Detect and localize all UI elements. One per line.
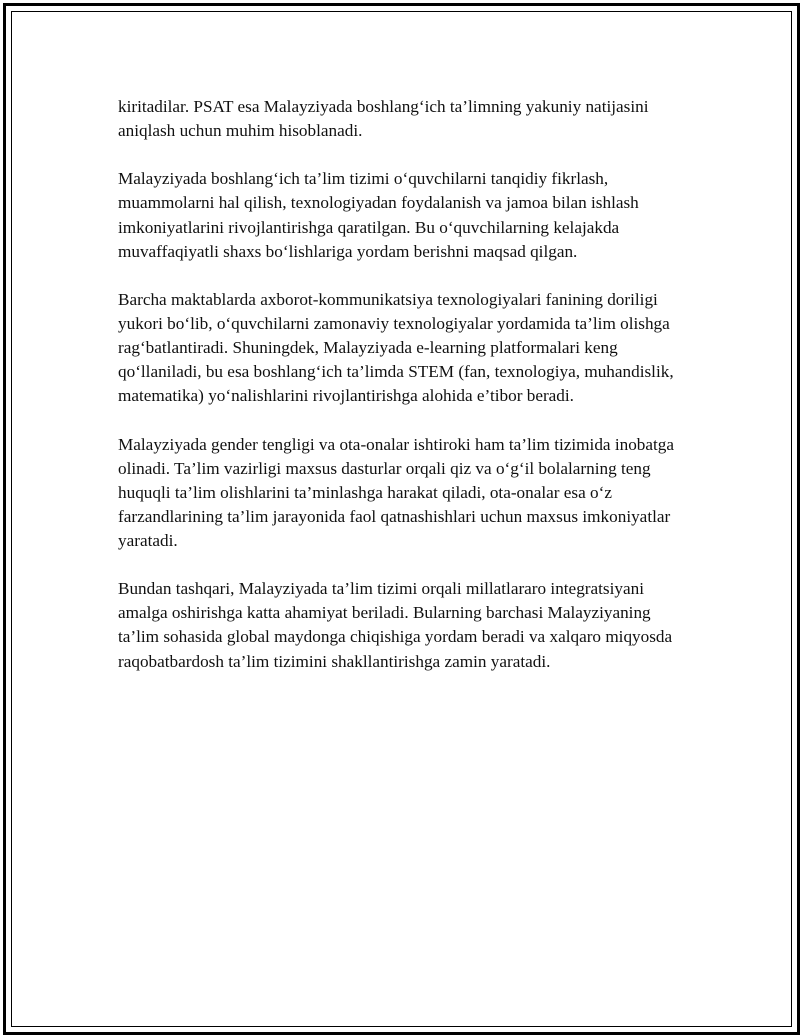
document-page (3, 3, 800, 1035)
paragraph-critical-thinking: Malayziyada boshlang‘ich ta’lim tizimi o‘quvchilarni tanqidiy fikrlash, muammolarni hal qilish, texnologiyadan foydalanish va jamoa bilan ishlash imkoniyatlarini rivojlantirishga qaratilgan. Bu o‘quvchilarning kelajakda muvaffaqiyatli shaxs bo‘lishlariga yordam berishni maqsad qilgan. (118, 169, 639, 261)
paragraph-psat: kiritadilar. PSAT esa Malayziyada boshlang‘ich ta’limning yakuniy natijasini aniqlash uchun muhim hisoblanadi. (118, 97, 649, 141)
paragraph-integration: Bundan tashqari, Malayziyada ta’lim tizimi orqali millatlararo integratsiyani amalga oshirishga katta ahamiyat beriladi. Bularning barchasi Malayziyaning ta’lim sohasida global maydonga chiqishiga yordam beradi va xalqaro miqyosda raqobatbardosh ta’lim tizimini shakllantirishga zamin yaratadi. (118, 579, 673, 671)
paragraph-gender-equality: Malayziyada gender tengligi va ota-onalar ishtiroki ham ta’lim tizimida inobatga olinadi. Ta’lim vazirligi maxsus dasturlar orqali qiz va o‘g‘il bolalarning teng huquqli ta’lim olishlarini ta’minlashga harakat qiladi, ota-onalar esa o‘z farzandlarining ta’lim jarayonida faol qatnashishlari uchun maxsus imkoniyatlar yaratadi. (118, 434, 675, 550)
document-body (118, 95, 693, 698)
paragraph-ict-stem: Barcha maktablarda axborot-kommunikatsiya texnologiyalari fanining doriligi yukori bo‘lib, o‘quvchilarni zamonaviy texnologiyalar yordamida ta’lim olishga rag‘batlantiradi. Shuningdek, Malayziyada e-learning platformalari keng qo‘llaniladi, bu esa boshlang‘ich ta’limda STEM (fan, texnologiya, muhandislik, matematika) yo‘nalishlarini rivojlantirishga alohida e’tibor beradi. (118, 289, 674, 406)
